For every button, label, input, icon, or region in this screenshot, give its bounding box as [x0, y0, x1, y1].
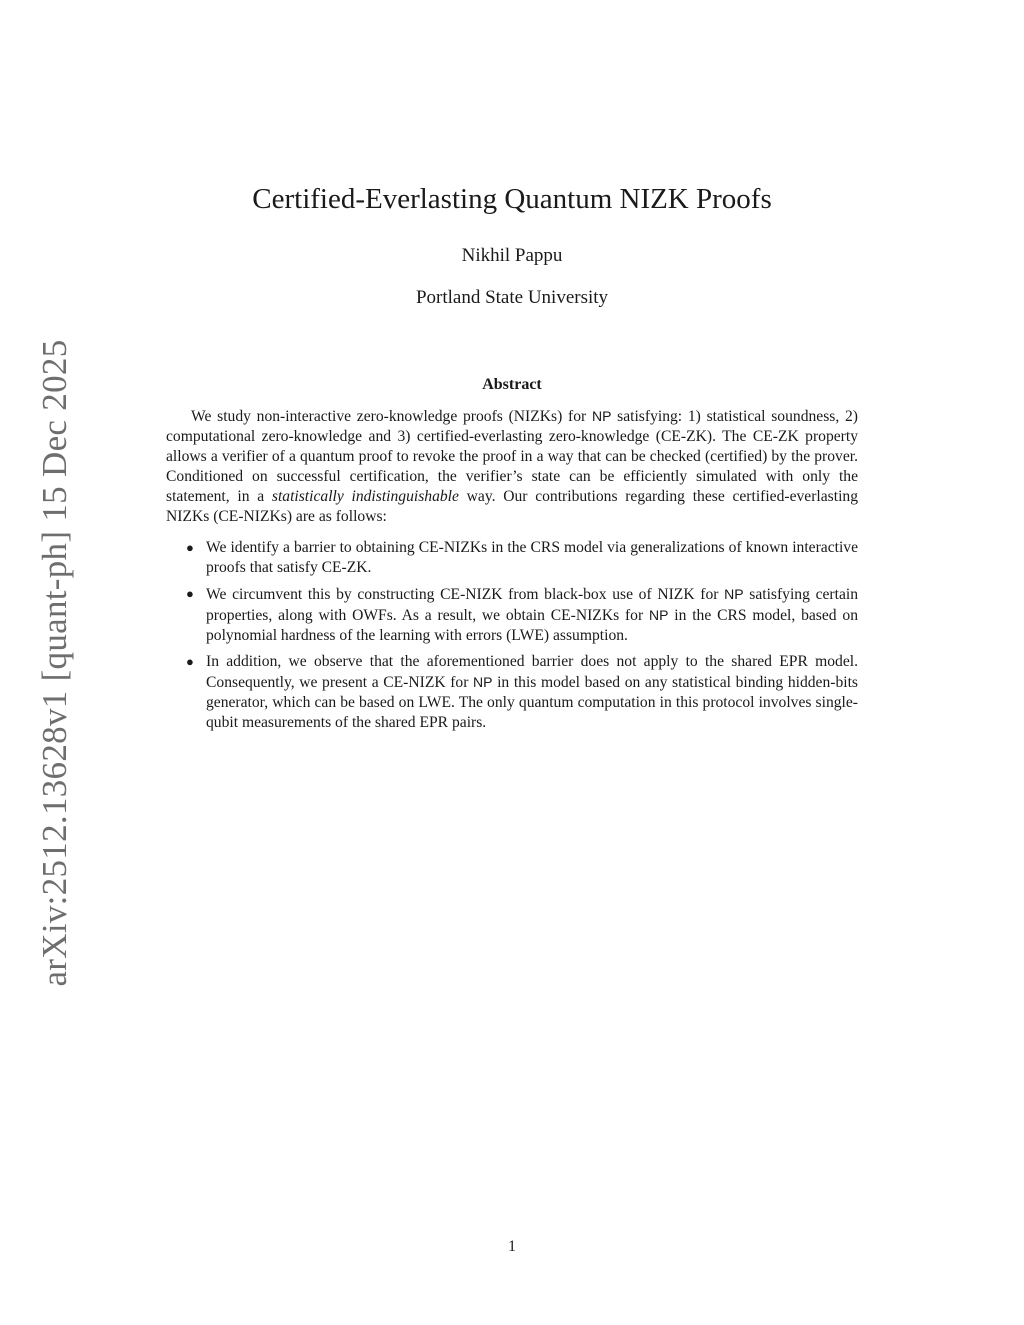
- abstract-heading: Abstract: [482, 376, 542, 393]
- abstract-text: satisfying: 1) statistical soundness, 2) computational zero-knowledge and 3) certified-everlasting zero-knowledge (CE-ZK). The CE-ZK property allows a verifier of a quantum proof to revoke the proof in a way that can be checked (certified) by the prover. Conditioned on successful certification, the verifier’s state can be efficiently simulated with only the statement, in a: [166, 408, 858, 505]
- list-item-text: in this model based on any statistical binding hidden-bits generator, which can be based on LWE. The only quantum computation in this protocol involves single-qubit measurements of the shared EPR pairs.: [206, 674, 858, 731]
- complexity-class-np: NP: [648, 607, 669, 623]
- bullet-icon: ●: [186, 654, 194, 669]
- list-item-text: We identify a barrier to obtaining CE-NIZKs in the CRS model via generalizations of known interactive proofs that satisfy CE-ZK.: [206, 539, 858, 576]
- list-item-text: We circumvent this by constructing CE-NIZK from black-box use of NIZK for: [206, 586, 725, 603]
- complexity-class-np: NP: [591, 408, 612, 424]
- list-item: [166, 584, 858, 646]
- arxiv-identifier-stamp: arXiv:2512.13628v1 [quant-ph] 15 Dec 2025: [35, 339, 74, 987]
- list-item-text: satisfying certain properties, along with OWFs. As a result, we obtain CE-NIZKs for: [206, 586, 858, 624]
- abstract-text: way. Our contributions regarding these certified-everlasting NIZKs (CE-NIZKs) are as follows:: [166, 488, 859, 525]
- list-item: [166, 538, 858, 578]
- abstract-emphasis: statistically indistinguishable: [271, 488, 459, 505]
- paper-title: Certified-Everlasting Quantum NIZK Proofs: [252, 183, 772, 215]
- list-item-text: In addition, we observe that the aforementioned barrier does not apply to the shared EPR model. Consequently, we present a CE-NIZK for: [206, 653, 858, 691]
- page-number: 1: [508, 1238, 516, 1255]
- list-item-text: in the CRS model, based on polynomial hardness of the learning with errors (LWE) assumption.: [206, 607, 858, 644]
- complexity-class-np: NP: [724, 586, 744, 602]
- abstract-text: We study non-interactive zero-knowledge proofs (NIZKs) for: [191, 408, 592, 425]
- list-item: [166, 652, 858, 733]
- abstract-paragraph: [166, 406, 858, 527]
- contributions-list: [166, 538, 858, 739]
- complexity-class-np: NP: [473, 674, 493, 690]
- bullet-icon: ●: [186, 540, 194, 555]
- author-affiliation: Portland State University: [415, 287, 609, 308]
- bullet-icon: ●: [186, 586, 194, 601]
- author-name: Nikhil Pappu: [461, 245, 563, 266]
